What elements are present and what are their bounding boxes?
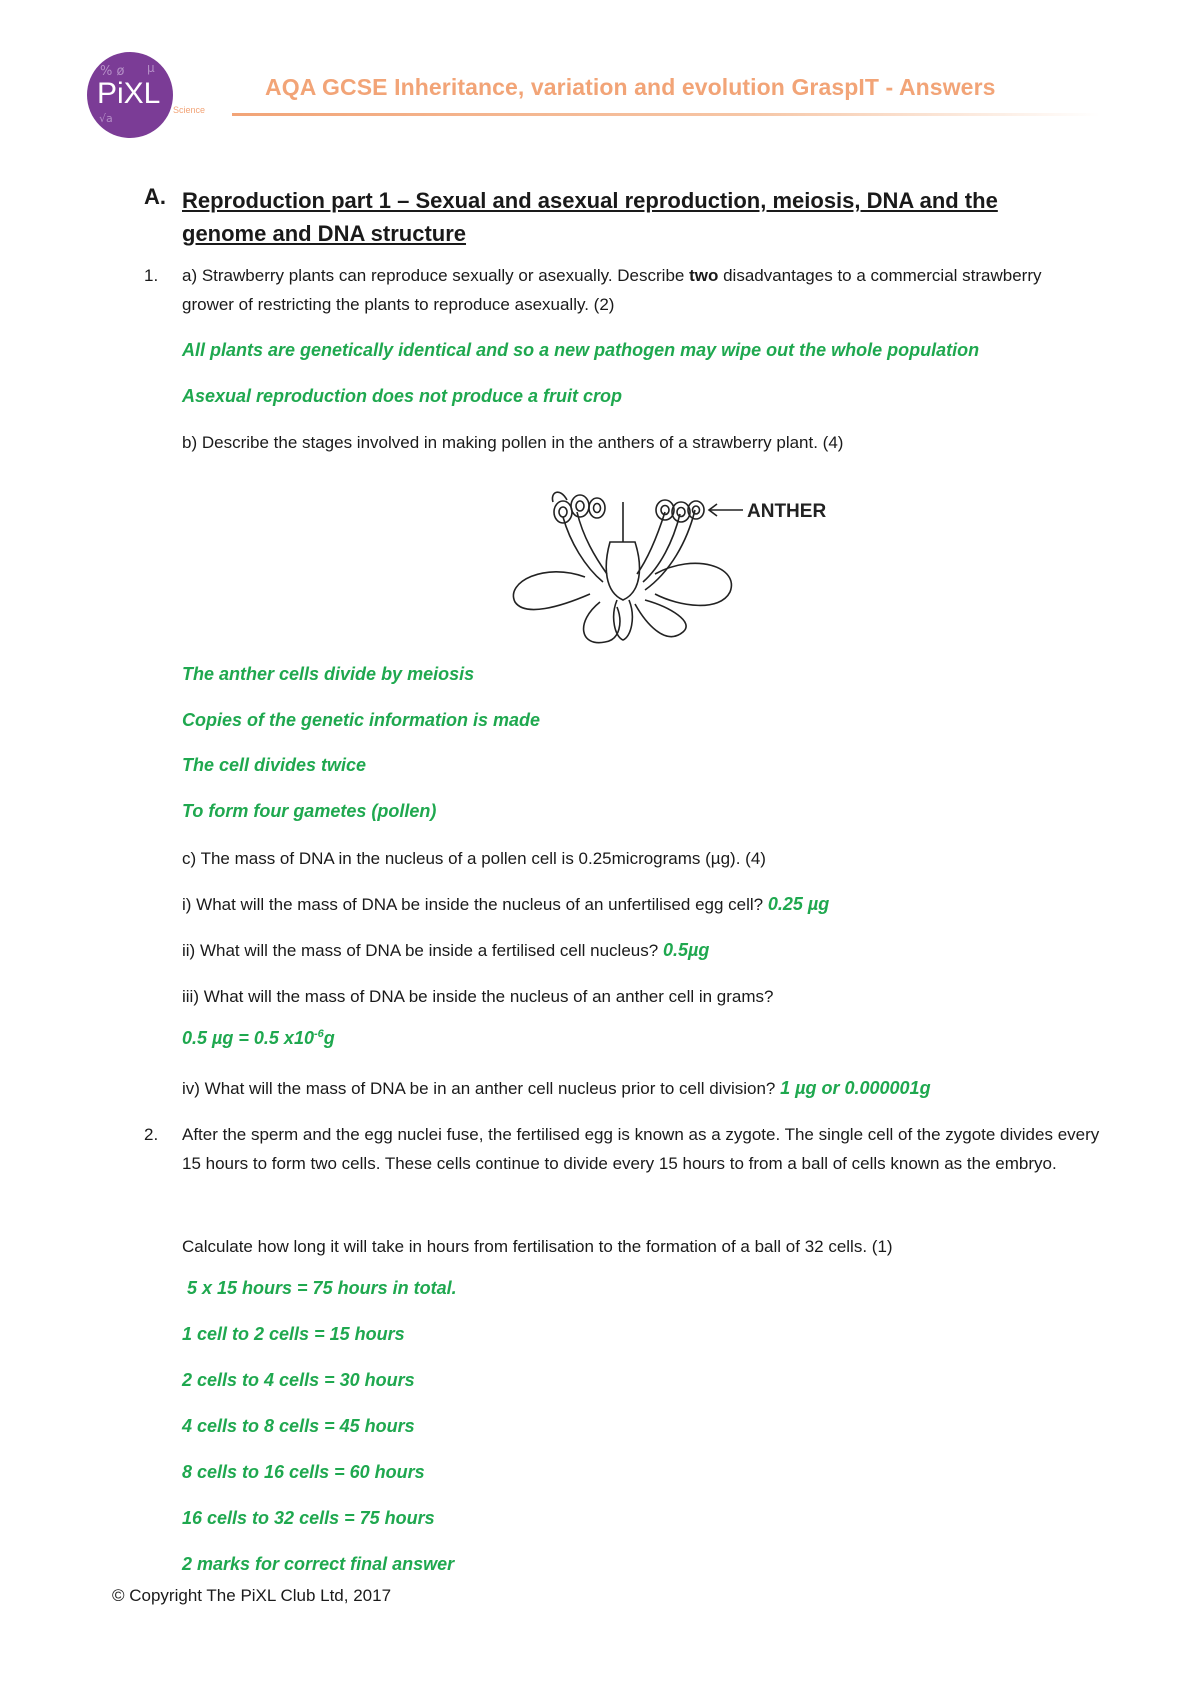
question-1c-iii: iii) What will the mass of DNA be inside the nucleus of an anther cell in grams?: [182, 987, 774, 1006]
copyright-footer: © Copyright The PiXL Club Ltd, 2017: [112, 1586, 392, 1605]
question-1a-text-start: a) Strawberry plants can reproduce sexually or asexually. Describe: [182, 266, 690, 285]
question-2-calc: Calculate how long it will take in hours from fertilisation to the formation of a ball of 32 cells. (1): [182, 1237, 893, 1256]
answer-1c-iii-unit: g: [323, 1028, 335, 1048]
section-title: Reproduction part 1 – Sexual and asexual reproduction, meiosis, DNA and the genome and DNA structure: [182, 188, 998, 246]
answer-2-step-1: 1 cell to 2 cells = 15 hours: [182, 1324, 405, 1344]
answer-1c-i: 0.25 µg: [767, 894, 830, 914]
svg-text:% ø: % ø: [100, 64, 125, 79]
answer-1c-ii: 0.5µg: [662, 940, 710, 960]
answer-2-total: 5 x 15 hours = 75 hours in total.: [182, 1278, 457, 1298]
flower-anther-diagram: [505, 482, 827, 642]
svg-text:√a: √a: [99, 112, 113, 125]
answer-1c-iii-value: 0.5 µg = 0.5 x10: [182, 1028, 314, 1048]
answer-1b-3: The cell divides twice: [182, 755, 367, 775]
question-1b: b) Describe the stages involved in making pollen in the anthers of a strawberry plant. (4): [182, 433, 844, 452]
question-1c-i: [182, 890, 829, 919]
answer-1b-4: To form four gametes (pollen): [182, 801, 437, 821]
question-1a: [182, 261, 1042, 319]
answer-1a-2: Asexual reproduction does not produce a fruit crop: [182, 386, 623, 406]
question-1a-text-end: disadvantages to a commercial strawberry grower of restricting the plants to reproduce asexually. (2): [182, 266, 1042, 314]
logo-sub: Science: [173, 105, 206, 115]
page-title: AQA GCSE Inheritance, variation and evolution GraspIT - Answers: [265, 74, 996, 100]
logo-text: PiXL: [97, 77, 161, 110]
question-1c-iv-text: iv) What will the mass of DNA be in an anther cell nucleus prior to cell division?: [182, 1079, 781, 1098]
question-1c: c) The mass of DNA in the nucleus of a pollen cell is 0.25micrograms (µg). (4): [182, 849, 766, 868]
question-1a-emphasis: two: [689, 266, 719, 285]
answer-1b-2: Copies of the genetic information is made: [182, 710, 541, 730]
question-2-number: 2.: [144, 1125, 159, 1144]
question-2: After the sperm and the egg nuclei fuse, the fertilised egg is known as a zygote. The single cell of the zygote divides every 15 hours to form two cells. These cells continue to divide every 15 hours to from a ball of cells known as the embryo.: [182, 1125, 1100, 1173]
question-1-number: 1.: [144, 266, 159, 285]
anther-label: ANTHER: [747, 501, 827, 522]
section-letter: A.: [144, 184, 166, 209]
header-divider: [232, 113, 1100, 116]
svg-text:µ: µ: [147, 61, 155, 75]
question-1c-ii-text: ii) What will the mass of DNA be inside a fertilised cell nucleus?: [182, 941, 663, 960]
answer-2-step-4: 8 cells to 16 cells = 60 hours: [182, 1462, 425, 1482]
answer-2-step-3: 4 cells to 8 cells = 45 hours: [182, 1416, 415, 1436]
answer-2-marks-note: 2 marks for correct final answer: [182, 1554, 455, 1574]
question-1c-iv: [182, 1074, 931, 1103]
answer-1a-1: All plants are genetically identical and so a new pathogen may wipe out the whole population: [182, 340, 980, 360]
pixl-science-logo: [87, 50, 237, 140]
answer-1c-iii: [182, 1028, 335, 1049]
question-1c-ii: [182, 936, 709, 965]
answer-2-step-2: 2 cells to 4 cells = 30 hours: [182, 1370, 415, 1390]
answer-2-step-5: 16 cells to 32 cells = 75 hours: [182, 1508, 435, 1528]
answer-1b-1: The anther cells divide by meiosis: [182, 664, 475, 684]
question-1c-i-text: i) What will the mass of DNA be inside the nucleus of an unfertilised egg cell?: [182, 895, 768, 914]
answer-1c-iv: 1 µg or 0.000001g: [780, 1078, 931, 1098]
answer-1c-iii-exponent: -6: [313, 1028, 324, 1040]
